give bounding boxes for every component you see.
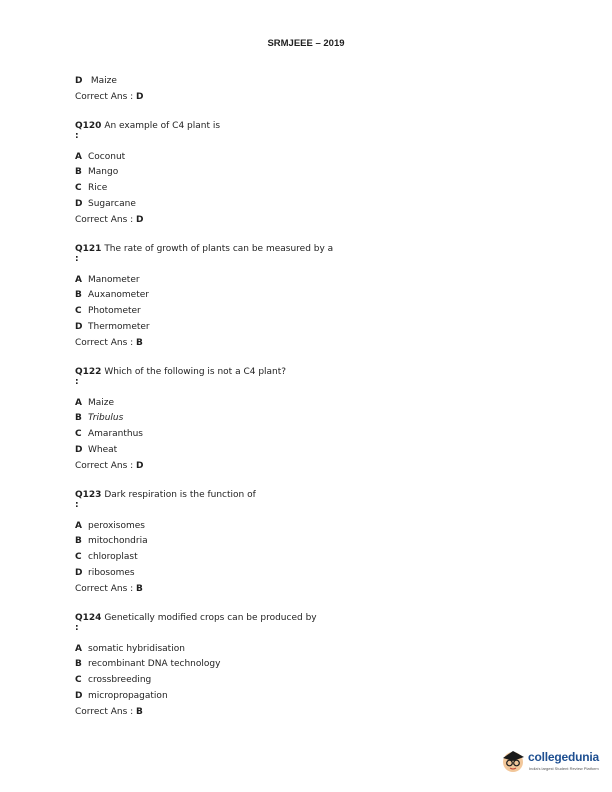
option-row — [75, 288, 545, 304]
option-letter: A — [75, 643, 82, 654]
question-text: Genetically modified crops can be produced by — [104, 612, 317, 623]
answer-label: Correct Ans : — [75, 583, 134, 594]
option-text: chloroplast — [88, 552, 138, 563]
question-colon: : — [75, 376, 79, 387]
option-letter: A — [75, 520, 82, 531]
option-letter: B — [75, 659, 82, 670]
answer-value: B — [136, 706, 143, 717]
option-letter: B — [75, 290, 82, 301]
option-row — [75, 673, 545, 689]
question-title — [75, 120, 545, 132]
option-row — [75, 642, 545, 658]
option-letter: B — [75, 536, 82, 547]
question-block — [75, 120, 545, 229]
answer-label: Correct Ans : — [75, 91, 134, 102]
option-row — [75, 197, 545, 213]
option-text: Maize — [88, 397, 115, 408]
option-letter: C — [75, 429, 82, 440]
question-number: Q123 — [75, 489, 102, 500]
option-row — [75, 566, 545, 582]
option-letter: A — [75, 151, 82, 162]
option-letter: D — [75, 198, 83, 209]
question-text: An example of C4 plant is — [104, 120, 221, 131]
option-row — [75, 273, 545, 289]
option-text: Rice — [88, 183, 108, 194]
collegedunia-logo — [500, 746, 608, 780]
option-row — [75, 411, 545, 427]
logo-name: collegedunia — [528, 750, 599, 764]
option-text: Tribulus — [88, 413, 124, 424]
option-text: ribosomes — [88, 567, 135, 578]
option-text: micropropagation — [88, 690, 168, 701]
option-text: Mango — [88, 167, 119, 178]
answer-value: D — [136, 460, 144, 471]
option-letter: D — [75, 690, 83, 701]
option-row — [75, 304, 545, 320]
option-text: Amaranthus — [88, 429, 143, 440]
option-text: Manometer — [88, 274, 140, 285]
option-text: Sugarcane — [88, 198, 136, 209]
option-letter: A — [75, 274, 82, 285]
option-row — [75, 534, 545, 550]
option-text: Coconut — [88, 151, 126, 162]
question-number: Q121 — [75, 243, 102, 254]
option-letter: A — [75, 397, 82, 408]
question-list — [75, 74, 545, 721]
question-block — [75, 366, 545, 475]
question-title — [75, 366, 545, 378]
page-header: SRMJEEE – 2019 — [267, 38, 345, 49]
question-number: Q120 — [75, 120, 102, 131]
option-row — [75, 181, 545, 197]
option-text: Thermometer — [88, 321, 150, 332]
option-text: recombinant DNA technology — [88, 659, 221, 670]
option-row — [75, 427, 545, 443]
option-text: Wheat — [88, 444, 118, 455]
correct-answer — [75, 582, 545, 598]
correct-answer — [75, 90, 545, 106]
answer-value: B — [136, 337, 143, 348]
option-text: somatic hybridisation — [88, 643, 185, 654]
question-colon: : — [75, 622, 79, 633]
option-row — [75, 519, 545, 535]
question-number: Q124 — [75, 612, 102, 623]
question-block — [75, 243, 545, 352]
option-row — [75, 320, 545, 336]
correct-answer — [75, 336, 545, 352]
option-row — [75, 689, 545, 705]
option-text: Auxanometer — [88, 290, 149, 301]
question-colon: : — [75, 499, 79, 510]
option-row — [75, 396, 545, 412]
option-letter: C — [75, 675, 82, 686]
option-letter: D — [75, 76, 83, 86]
logo-tagline: India's largest Student Review Platform — [529, 766, 599, 771]
option-letter: D — [75, 567, 83, 578]
option-text: crossbreeding — [88, 675, 152, 686]
option-row — [75, 165, 545, 181]
question-colon: : — [75, 130, 79, 141]
answer-label: Correct Ans : — [75, 214, 134, 225]
option-letter: C — [75, 306, 82, 317]
question-number: Q122 — [75, 366, 102, 377]
option-letter: C — [75, 552, 82, 563]
answer-value: D — [136, 214, 144, 225]
option-row — [75, 74, 545, 90]
option-row — [75, 657, 545, 673]
option-text: Maize — [90, 76, 117, 86]
option-letter: D — [75, 444, 83, 455]
answer-value: B — [136, 583, 143, 594]
question-block — [75, 612, 545, 721]
answer-label: Correct Ans : — [75, 337, 134, 348]
answer-value: D — [136, 91, 144, 102]
correct-answer — [75, 459, 545, 475]
question-title — [75, 612, 545, 624]
option-row — [75, 150, 545, 166]
answer-label: Correct Ans : — [75, 460, 134, 471]
option-text: peroxisomes — [88, 520, 145, 531]
option-row — [75, 443, 545, 459]
question-title — [75, 489, 545, 501]
question-block — [75, 489, 545, 598]
option-letter: B — [75, 167, 82, 178]
option-text: Photometer — [88, 306, 141, 317]
question-text: Which of the following is not a C4 plant? — [104, 366, 287, 377]
option-text: mitochondria — [88, 536, 148, 547]
question-title — [75, 243, 545, 255]
option-letter: D — [75, 321, 83, 332]
option-letter: C — [75, 183, 82, 194]
option-letter: B — [75, 413, 82, 424]
correct-answer — [75, 213, 545, 229]
question-text: The rate of growth of plants can be measured by a — [104, 243, 334, 254]
answer-label: Correct Ans : — [75, 706, 134, 717]
question-colon: : — [75, 253, 79, 264]
correct-answer — [75, 705, 545, 721]
question-text: Dark respiration is the function of — [104, 489, 256, 500]
option-row — [75, 550, 545, 566]
mascot-icon — [500, 748, 526, 774]
